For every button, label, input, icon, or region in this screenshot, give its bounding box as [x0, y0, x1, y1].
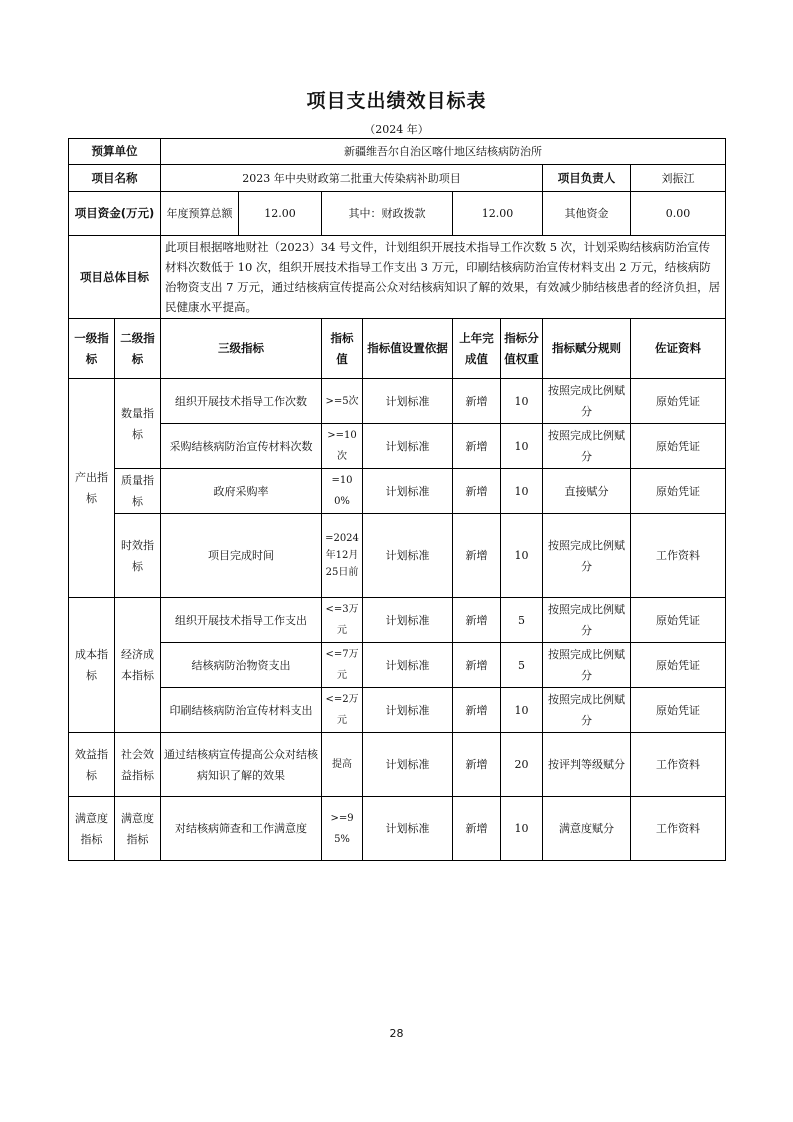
indicator-weight: 5 — [501, 643, 543, 688]
indicator-weight: 10 — [501, 424, 543, 469]
overall-goal-text: 此项目根据喀地财社（2023）34 号文件，计划组织开展技术指导工作次数 5 次，计划采购结核病防治宣传材料次数低于 10 次，组织开展技术指导工作支出 3 万元，印刷结核病防治宣传材料支出 2 万元，结核病防治物资支出 7 万元，通过结核病宣传提高公众对结核病知识了解的效果，有效减少肺结核患者的经济负担，居民健康水平提高。 — [161, 236, 726, 319]
indicator-rule: 按照完成比例赋分 — [543, 643, 631, 688]
fiscal-allocation-label: 其中：财政拨款 — [322, 192, 453, 236]
table-row — [69, 797, 726, 861]
indicator-evidence: 原始凭证 — [631, 598, 726, 643]
project-name-label: 项目名称 — [69, 165, 161, 192]
indicator-last-year: 新增 — [453, 688, 501, 733]
indicator-rule: 满意度赋分 — [543, 797, 631, 861]
page-number: 28 — [389, 1027, 404, 1040]
indicator-header-row — [69, 319, 726, 379]
indicator-evidence: 原始凭证 — [631, 643, 726, 688]
indicator-name: 项目完成时间 — [161, 514, 322, 598]
indicator-evidence: 原始凭证 — [631, 688, 726, 733]
other-funds-label: 其他资金 — [543, 192, 631, 236]
indicator-value: >=5次 — [322, 379, 363, 424]
indicator-evidence: 原始凭证 — [631, 379, 726, 424]
header-value: 指标值 — [322, 319, 363, 379]
table-row — [69, 424, 726, 469]
indicator-basis: 计划标准 — [363, 469, 453, 514]
table-row — [69, 688, 726, 733]
group-quality: 质量指标 — [115, 469, 161, 514]
indicator-name: 印刷结核病防治宣传材料支出 — [161, 688, 322, 733]
indicator-name: 组织开展技术指导工作支出 — [161, 598, 322, 643]
header-weight: 指标分值权重 — [501, 319, 543, 379]
indicator-last-year: 新增 — [453, 598, 501, 643]
indicator-evidence: 原始凭证 — [631, 469, 726, 514]
indicator-weight: 5 — [501, 598, 543, 643]
fiscal-allocation-value: 12.00 — [453, 192, 543, 236]
indicator-basis: 计划标准 — [363, 598, 453, 643]
project-name-value: 2023 年中央财政第二批重大传染病补助项目 — [161, 165, 543, 192]
other-funds-value: 0.00 — [631, 192, 726, 236]
table-row — [69, 469, 726, 514]
indicator-basis: 计划标准 — [363, 688, 453, 733]
header-last-year: 上年完成值 — [453, 319, 501, 379]
indicator-last-year: 新增 — [453, 514, 501, 598]
indicator-value: 提高 — [322, 733, 363, 797]
table-row — [69, 598, 726, 643]
performance-goal-table — [68, 138, 726, 861]
header-level2: 二级指标 — [115, 319, 161, 379]
indicator-last-year: 新增 — [453, 797, 501, 861]
group-output: 产出指标 — [69, 379, 115, 598]
indicator-value: =100% — [322, 469, 363, 514]
indicator-last-year: 新增 — [453, 424, 501, 469]
indicator-rule: 直接赋分 — [543, 469, 631, 514]
indicator-rule: 按照完成比例赋分 — [543, 514, 631, 598]
indicator-basis: 计划标准 — [363, 379, 453, 424]
header-level1: 一级指标 — [69, 319, 115, 379]
indicator-rule: 按照完成比例赋分 — [543, 379, 631, 424]
indicator-rule: 按评判等级赋分 — [543, 733, 631, 797]
indicator-value: =2024年12月25日前 — [322, 514, 363, 598]
indicator-name: 采购结核病防治宣传材料次数 — [161, 424, 322, 469]
annual-budget-value: 12.00 — [239, 192, 322, 236]
indicator-weight: 10 — [501, 688, 543, 733]
indicator-basis: 计划标准 — [363, 797, 453, 861]
indicator-value: <=2万元 — [322, 688, 363, 733]
header-evidence: 佐证资料 — [631, 319, 726, 379]
indicator-weight: 10 — [501, 514, 543, 598]
indicator-basis: 计划标准 — [363, 424, 453, 469]
indicator-evidence: 原始凭证 — [631, 424, 726, 469]
header-level3: 三级指标 — [161, 319, 322, 379]
indicator-last-year: 新增 — [453, 733, 501, 797]
group-quantity: 数量指标 — [115, 379, 161, 469]
table-row — [69, 643, 726, 688]
indicator-evidence: 工作资料 — [631, 797, 726, 861]
indicator-name: 组织开展技术指导工作次数 — [161, 379, 322, 424]
indicator-value: <=3万元 — [322, 598, 363, 643]
indicator-last-year: 新增 — [453, 469, 501, 514]
page-title: 项目支出绩效目标表 — [306, 90, 487, 112]
table-row — [69, 733, 726, 797]
header-rule: 指标赋分规则 — [543, 319, 631, 379]
indicator-weight: 10 — [501, 469, 543, 514]
indicator-last-year: 新增 — [453, 379, 501, 424]
indicator-basis: 计划标准 — [363, 514, 453, 598]
indicator-name: 通过结核病宣传提高公众对结核病知识了解的效果 — [161, 733, 322, 797]
indicator-weight: 20 — [501, 733, 543, 797]
group-cost: 成本指标 — [69, 598, 115, 733]
indicator-evidence: 工作资料 — [631, 733, 726, 797]
indicator-evidence: 工作资料 — [631, 514, 726, 598]
budget-unit-label: 预算单位 — [69, 139, 161, 165]
group-satisfaction-sub: 满意度指标 — [115, 797, 161, 861]
project-leader-value: 刘振江 — [631, 165, 726, 192]
annual-budget-label: 年度预算总额 — [161, 192, 239, 236]
group-satisfaction: 满意度指标 — [69, 797, 115, 861]
indicator-weight: 10 — [501, 379, 543, 424]
project-name-row — [69, 165, 726, 192]
indicator-rule: 按照完成比例赋分 — [543, 688, 631, 733]
indicator-name: 政府采购率 — [161, 469, 322, 514]
indicator-rule: 按照完成比例赋分 — [543, 424, 631, 469]
project-funds-label: 项目资金(万元) — [69, 192, 161, 236]
group-economic-cost: 经济成本指标 — [115, 598, 161, 733]
overall-goal-row — [69, 236, 726, 319]
budget-unit-row — [69, 139, 726, 165]
indicator-rule: 按照完成比例赋分 — [543, 598, 631, 643]
table-row — [69, 379, 726, 424]
fiscal-year: （2024 年） — [364, 123, 429, 136]
indicator-last-year: 新增 — [453, 643, 501, 688]
overall-goal-label: 项目总体目标 — [69, 236, 161, 319]
indicator-value: >=10次 — [322, 424, 363, 469]
indicator-basis: 计划标准 — [363, 733, 453, 797]
indicator-weight: 10 — [501, 797, 543, 861]
group-benefit: 效益指标 — [69, 733, 115, 797]
indicator-value: >=95% — [322, 797, 363, 861]
budget-unit-value: 新疆维吾尔自治区喀什地区结核病防治所 — [161, 139, 726, 165]
header-basis: 指标值设置依据 — [363, 319, 453, 379]
indicator-value: <=7万元 — [322, 643, 363, 688]
group-timeliness: 时效指标 — [115, 514, 161, 598]
project-leader-label: 项目负责人 — [543, 165, 631, 192]
indicator-basis: 计划标准 — [363, 643, 453, 688]
project-funds-row — [69, 192, 726, 236]
table-row — [69, 514, 726, 598]
indicator-name: 结核病防治物资支出 — [161, 643, 322, 688]
indicator-name: 对结核病筛查和工作满意度 — [161, 797, 322, 861]
group-social-benefit: 社会效益指标 — [115, 733, 161, 797]
